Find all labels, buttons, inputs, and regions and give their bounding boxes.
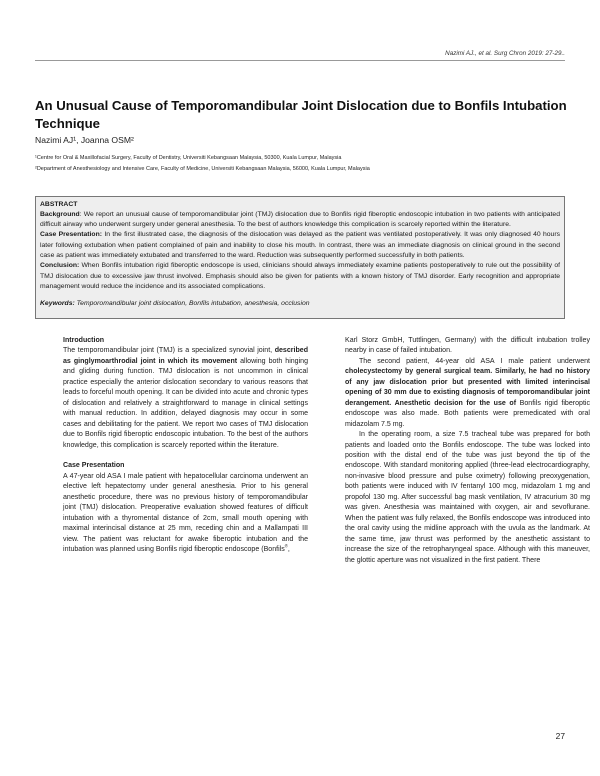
keywords-text: Temporomandibular joint dislocation, Bonfils intubation, anesthesia, occlusion: [74, 300, 310, 308]
page-number: 27: [555, 731, 565, 741]
abstract-box: [35, 196, 565, 319]
second-text-2: Bonfils rigid fiberoptic endoscope was also made. Both patients were premedicated with oral midazolam 7.5 mg.: [345, 399, 590, 428]
case-presentation-paragraph: [63, 472, 308, 556]
case-presentation-label: Case Presentation:: [40, 231, 103, 239]
case-text-tail: ,: [287, 546, 290, 554]
continued-paragraph: Karl Storz GmbH, Tuttlingen, Germany) with the difficult intubation trolley nearby in case of failed intubation.: [345, 337, 590, 355]
abstract-heading: ABSTRACT: [40, 201, 78, 208]
intro-text-1: The temporomandibular joint (TMJ) is a specialized synovial joint,: [63, 347, 275, 355]
keywords: [40, 299, 560, 309]
introduction-heading: Introduction: [63, 337, 105, 344]
background-label: Background: [40, 210, 80, 218]
affiliation-1: ¹Centre for Oral & Maxillofacial Surgery, Faculty of Dentistry, Universiti Kebangsaan Malaysia, 50300, Kuala Lumpur, Malaysia: [35, 155, 342, 161]
paper-authors: Nazimi AJ¹, Joanna OSM²: [35, 135, 134, 145]
case-presentation-text: In the first illustrated case, the diagnosis of the dislocation was delayed as the patient was ventilated postoperatively. It was only diagnosed 40 hours later following extubation when patient complained of pain and inability to close his mouth. In contrast, there was an immediate diagnosis on clinical ground in the second case as patient was immediately extubated and transferred to the ward. Reduction was subsequently performed successfully in both patients.: [40, 231, 560, 259]
header-rule: [35, 60, 565, 61]
paper-title: An Unusual Cause of Temporomandibular Joint Dislocation due to Bonfils Intubation Technique: [35, 98, 567, 131]
conclusion-text: When Bonfils intubation rigid fiberoptic endoscope is used, clinicians should always immediately examine patients postoperatively to rule out the possibility of TMJ dislocation due to excessive jaw thrust involved. Emphasis should also be given for patients with a known history of TMJ disorder. Early recognition and appropriate management would reduce the incidence and its associated complications.: [40, 262, 560, 290]
introduction-paragraph: [63, 346, 308, 451]
affiliation-2: ²Department of Anesthesiology and Intensive Care, Faculty of Medicine, Universiti Kebangsaan Malaysia, 56000, Kuala Lumpur, Malaysia: [35, 166, 370, 172]
keywords-label: Keywords:: [40, 300, 75, 308]
second-text-1: The second patient, 44-year old ASA I male patient underwent: [359, 357, 590, 365]
abstract-conclusion: [40, 261, 560, 292]
conclusion-label: Conclusion:: [40, 262, 80, 270]
case-presentation-heading: Case Presentation: [63, 462, 125, 470]
running-head-citation: Nazimi AJ., et al. Surg Chron 2019: 27-29..: [445, 50, 565, 57]
operating-room-paragraph: In the operating room, a size 7.5 tracheal tube was prepared for both patients and loaded onto the Bonfils endoscope. The tube was locked into position with the distal end of the tube was just beyond the tip of the endoscope. With standard monitoring applied (three-lead electrocardiography, non-invasive blood pressure and pulse oximetry) following preoxygenation, both patients were induced with IV fentanyl 100 mcg, midazolam 1 mg and propofol 130 mg. After successful bag mask ventilation, IV atracurium 30 mg was given. Anesthesia was maintained with oxygen, air and sevoflurane. When the patient was fully relaxed, the Bonfils endoscope was introduced into the oral cavity using the midline approach with the uvula as the landmark. At the same time, jaw thrust was performed by the anesthetic assistant to increase the size of the retropharyngeal space. Although with this maneuver, the glottic aperture was not visualized in the first patient. There: [345, 431, 590, 564]
second-text-bold: cholecystectomy by general surgical team. Similarly, he had no history of any jaw dislocation prior but presented with limited interincisal opening of 30 mm due to existing diagnosis of temporomandibular joint derangement. Anesthetic decision for the use of: [345, 368, 590, 407]
second-patient-paragraph: [345, 357, 590, 430]
abstract-background: [40, 210, 560, 231]
intro-text-bold: described as ginglymoarthrodial joint in which its movement: [63, 347, 308, 365]
abstract-case-presentation: [40, 230, 560, 261]
intro-text-2: allowing both hinging and gliding during function. TMJ dislocation is not uncommon in clinical practice especially the anterior dislocation secondary to various reasons that leads to forceful mouth opening. It can be divided into acute and chronic types of dislocation and relatively a straightforward to manage in clinical settings with manual reduction. In addition, delayed diagnosis may occur in some cases and debilitating for the patient. We report two cases of TMJ dislocation due to Bonfils rigid fiberoptic endoscopic intubation. To the best of the authors knowledge, this complication is scarcely reported within the literature.: [63, 357, 308, 449]
registered-mark: ®: [284, 543, 288, 549]
right-column: [345, 336, 590, 566]
background-text: : We report an unusual cause of temporomandibular joint (TMJ) dislocation due to Bonfils rigid fiberoptic endoscopic intubation in two patients with anticipated difficult airway who underwent surgery under general anesthesia. To the best of authors knowledge this complication is scarcely reported within the literature.: [40, 210, 560, 229]
case-text: A 47-year old ASA I male patient with hepatocellular carcinoma underwent an elective left hepatectomy under general anesthesia. Prior to his general anesthetic procedure, there was no previous history of temporomandibular joint (TMJ) dislocation. Preoperative evaluation showed features of difficult intubation with a thyromental distance of 2cm, small mouth opening with maximal interincisal distance at 25 mm, receding chin and a Mallampati III view. The patient was reluctant for awake fiberoptic intubation and the intubation was planned using Bonfils rigid fiberoptic endoscope (Bonfils: [63, 472, 308, 554]
left-column: [63, 336, 308, 556]
section-gap: [63, 451, 308, 461]
